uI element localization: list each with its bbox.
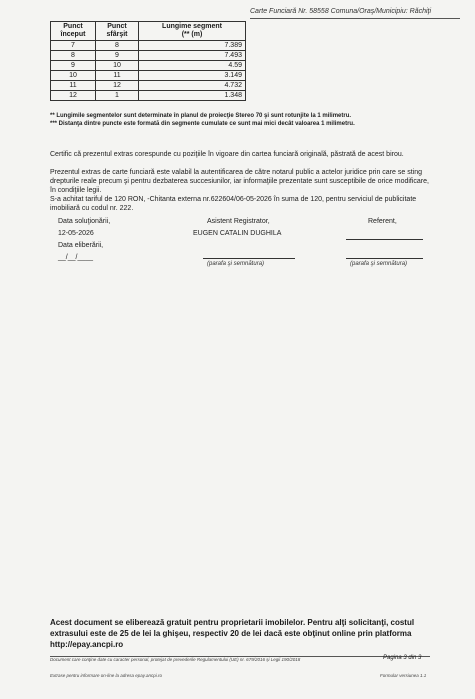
date-solution-value: 12-05-2026: [58, 230, 94, 237]
length-cell: 7.389: [139, 41, 246, 51]
referent-stamp-caption: (parafa şi semnătura): [350, 261, 408, 267]
table-row: [51, 61, 246, 71]
assistant-registrar-name: EUGEN CATALIN DUGHILA: [193, 230, 282, 237]
start-point-cell: 7: [51, 41, 96, 51]
end-point-cell: 1: [96, 91, 139, 101]
table-row: [51, 71, 246, 81]
table-row: [51, 41, 246, 51]
end-point-cell: 12: [96, 81, 139, 91]
date-release-value: __/__/____: [58, 254, 94, 261]
certification-paragraph: Certific că prezentul extras corespunde cu poziţiile în vigoare din cartea funciară originală, păstrată de acest birou.: [50, 151, 404, 158]
start-point-cell: 10: [51, 71, 96, 81]
header-end-point: Punct sfârşit: [96, 22, 139, 41]
header-divider: [250, 18, 460, 19]
table-row: [51, 81, 246, 91]
start-point-cell: 9: [51, 61, 96, 71]
table-header-row: [51, 22, 246, 41]
start-point-cell: 11: [51, 81, 96, 91]
date-release-label: Data eliberării,: [58, 242, 104, 249]
document-header: Carte Funciară Nr. 58558 Comuna/Oraş/Municipiu: Răchiţi: [250, 8, 432, 15]
referent-underline: [346, 239, 423, 240]
online-info-line: Extrase pentru informare on-line la adresa epay.ancpi.ro: [50, 673, 162, 678]
referent-label: Referent,: [368, 218, 397, 225]
end-point-cell: 11: [96, 71, 139, 81]
length-cell: 7.493: [139, 51, 246, 61]
validity-paragraph: Prezentul extras de carte funciară este valabil la autentificarea de către notarul public a actelor juridice prin care se sting drepturile reale precum şi pentru dezbaterea succesiunilor, iar informaţiile prezentate sunt susceptibile de orice modificare, în condiţiile legii.: [50, 169, 429, 194]
header-segment-length: Lungime segment (** (m): [139, 22, 246, 41]
length-cell: 4.732: [139, 81, 246, 91]
footnote-point-distance: *** Distanţa dintre puncte este formată din segmente cumulate ce sunt mai mici decât valoarea 1 milimetru.: [50, 121, 355, 127]
assistant-signature-line: [203, 258, 295, 259]
assistant-registrar-label: Asistent Registrator,: [207, 218, 270, 225]
table-row: [51, 91, 246, 101]
length-cell: 3.149: [139, 71, 246, 81]
segments-table: [50, 21, 246, 101]
start-point-cell: 12: [51, 91, 96, 101]
payment-paragraph: S-a achitat tariful de 120 RON, -Chitanta externa nr.622604/06-05-2026 în suma de 120, pentru serviciul de publicitate imobiliară cu codul nr. 222.: [50, 196, 417, 212]
table-row: [51, 51, 246, 61]
end-point-cell: 9: [96, 51, 139, 61]
end-point-cell: 10: [96, 61, 139, 71]
date-solution-label: Data soluţionării,: [58, 218, 111, 225]
page-number: Pagina 3 din 3: [383, 655, 422, 661]
header-start-point: Punct început: [51, 22, 96, 41]
start-point-cell: 8: [51, 51, 96, 61]
length-cell: 4.59: [139, 61, 246, 71]
form-version: Formular versiunea 1.1: [380, 673, 427, 678]
referent-signature-line: [346, 258, 423, 259]
assistant-stamp-caption: (parafa şi semnătura): [207, 261, 265, 267]
end-point-cell: 8: [96, 41, 139, 51]
length-cell: 1.348: [139, 91, 246, 101]
fee-notice: Acest document se eliberează gratuit pentru proprietarii imobilelor. Pentru alţi solicitanţi, costul extrasului este de 25 de lei la ghişeu, respectiv 20 de lei dacă este obţinut online prin platforma http://epay.ancpi.ro: [50, 618, 415, 649]
personal-data-notice: Document care conţine date cu caracter personal, protejat de prevederile Regulamentului (UE) nr. 679/2016 şi Legii 190/2018: [50, 657, 301, 662]
footnote-segment-lengths: ** Lungimile segmentelor sunt determinate în planul de proiecţie Stereo 70 şi sunt rotunjite la 1 milimetru.: [50, 113, 352, 119]
